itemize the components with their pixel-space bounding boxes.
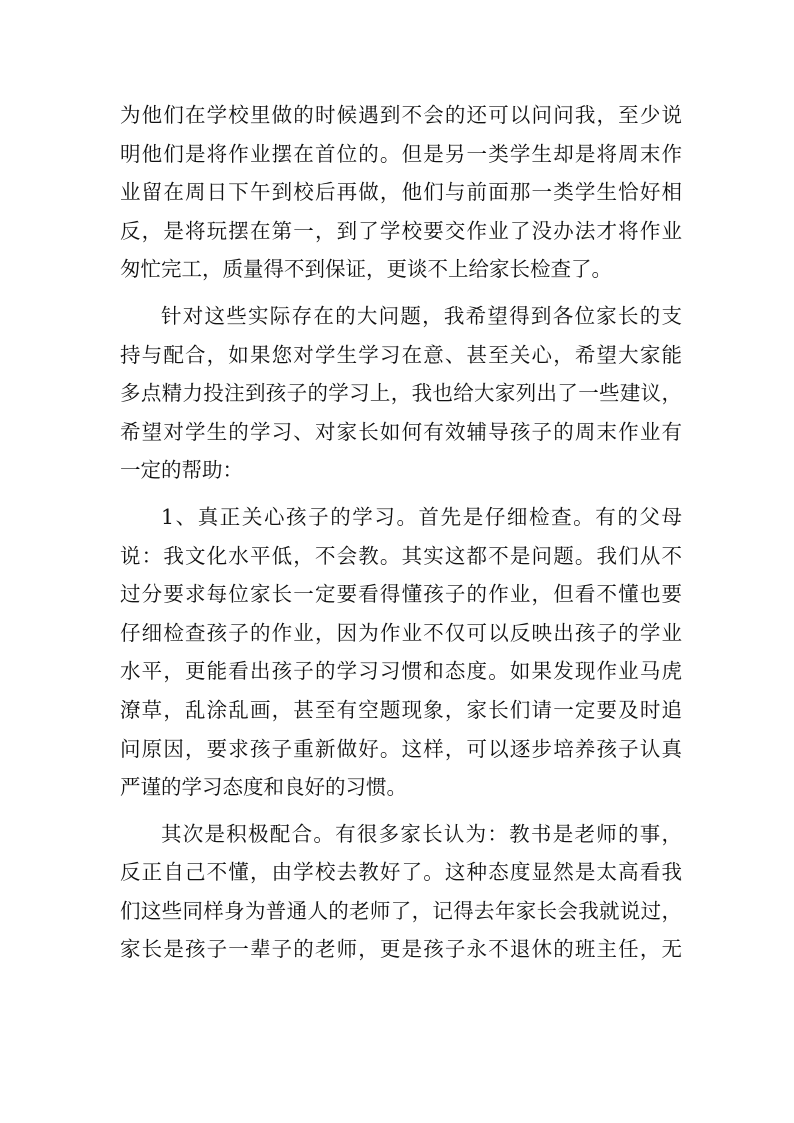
text-line: 持与配合，如果您对学生学习在意、甚至关心，希望大家能 bbox=[120, 342, 682, 367]
text-line: 多点精力投注到孩子的学习上，我也给大家列出了一些建议， bbox=[120, 381, 682, 406]
text-line: 匆忙完工，质量得不到保证，更谈不上给家长检查了。 bbox=[120, 257, 612, 282]
text-line: 一定的帮助： bbox=[120, 458, 243, 483]
text-line: 水平，更能看出孩子的学习习惯和态度。如果发现作业马虎 bbox=[120, 659, 682, 684]
text-line: 反正自己不懂，由学校去教好了。这种态度显然是太高看我 bbox=[120, 860, 682, 885]
text-line: 明他们是将作业摆在首位的。但是另一类学生却是将周末作 bbox=[120, 141, 682, 166]
text-line: 问原因，要求孩子重新做好。这样，可以逐步培养孩子认真 bbox=[120, 736, 682, 761]
text-line: 业留在周日下午到校后再做，他们与前面那一类学生恰好相 bbox=[120, 180, 682, 205]
text-line: 为他们在学校里做的时候遇到不会的还可以问问我，至少说 bbox=[120, 103, 682, 127]
paragraph bbox=[120, 96, 682, 289]
text-line: 过分要求每位家长一定要看得懂孩子的作业，但看不懂也要 bbox=[120, 582, 682, 607]
text-line: 仔细检查孩子的作业，因为作业不仅可以反映出孩子的学业 bbox=[120, 620, 682, 645]
text-line: 希望对学生的学习、对家长如何有效辅导孩子的周末作业有 bbox=[120, 419, 682, 444]
paragraph-gap bbox=[120, 289, 682, 297]
paragraph bbox=[120, 297, 682, 490]
text-line: 严谨的学习态度和良好的习惯。 bbox=[120, 775, 407, 800]
text-line: 1、真正关心孩子的学习。首先是仔细检查。有的父母 bbox=[161, 504, 682, 529]
paragraph bbox=[120, 815, 682, 969]
paragraph-gap bbox=[120, 490, 682, 498]
text-line: 其次是积极配合。有很多家长认为：教书是老师的事， bbox=[161, 821, 682, 846]
text-line: 潦草，乱涂乱画，甚至有空题现象，家长们请一定要及时追 bbox=[120, 697, 682, 722]
text-line: 反，是将玩摆在第一，到了学校要交作业了没办法才将作业 bbox=[120, 218, 682, 243]
paragraph bbox=[120, 498, 682, 807]
text-line: 针对这些实际存在的大问题，我希望得到各位家长的支 bbox=[161, 303, 682, 328]
text-line: 说：我文化水平低，不会教。其实这都不是问题。我们从不 bbox=[120, 543, 682, 568]
text-line: 们这些同样身为普通人的老师了，记得去年家长会我就说过， bbox=[120, 898, 682, 923]
paragraph-gap bbox=[120, 807, 682, 815]
document-body bbox=[120, 96, 682, 969]
text-line: 家长是孩子一辈子的老师，更是孩子永不退休的班主任，无 bbox=[120, 937, 682, 962]
